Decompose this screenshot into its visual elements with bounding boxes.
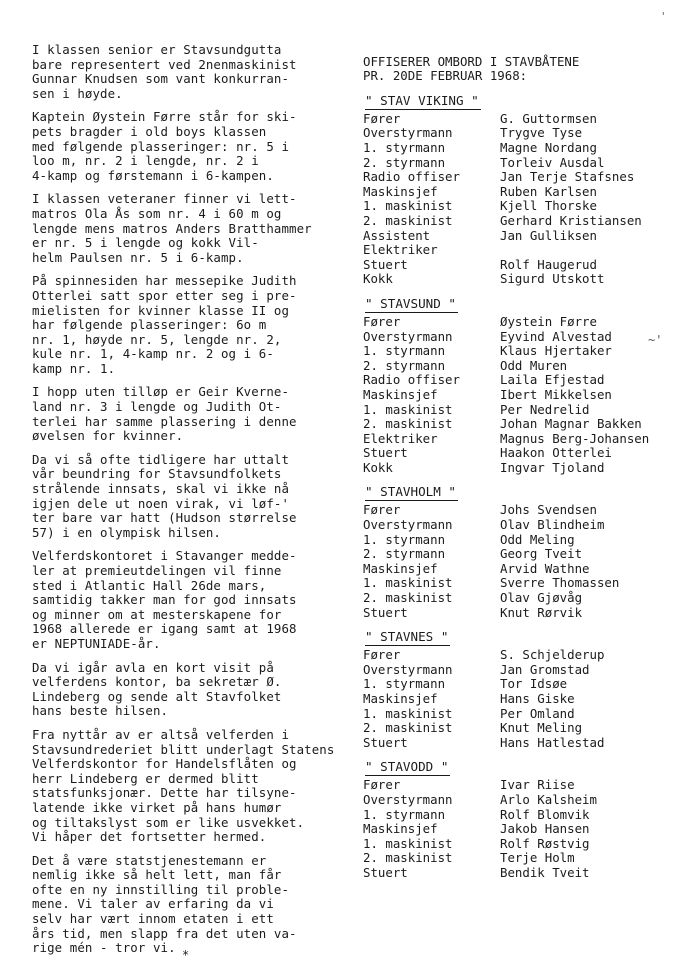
crew-row bbox=[363, 272, 693, 287]
text-line: rige mén - tror vi. bbox=[32, 940, 176, 956]
crew-row bbox=[363, 663, 693, 678]
text-line: Da vi så ofte tidligere har uttalt bbox=[32, 451, 290, 467]
text-line: samtidig takker man for god innsats bbox=[32, 592, 297, 608]
article-paragraph bbox=[32, 854, 350, 956]
crew-name: Jan Terje Stafsnes bbox=[500, 169, 635, 185]
article-paragraph bbox=[32, 43, 350, 101]
text-line: igjen dele ut noen virak, vi løf-' bbox=[32, 495, 290, 511]
crew-role: 1. maskinist bbox=[363, 575, 453, 591]
text-line: nr. 1, høyde nr. 5, lengde nr. 2, bbox=[32, 331, 282, 347]
text-line: I klassen senior er Stavsundgutta bbox=[32, 42, 282, 57]
crew-row bbox=[363, 359, 693, 374]
crew-role: Elektriker bbox=[363, 430, 438, 446]
text-line: års tid, men slapp fra det uten va- bbox=[32, 925, 297, 941]
text-line: latende ikke virket på hans humør bbox=[32, 799, 282, 815]
ship-name bbox=[365, 484, 693, 499]
ship-section bbox=[363, 484, 693, 620]
text-line: ofte en ny innstilling til proble- bbox=[32, 881, 290, 897]
text-line: bare representert ved 2nenmaskinist bbox=[32, 56, 297, 72]
crew-name: Johan Magnar Bakken bbox=[500, 416, 642, 432]
article-paragraph bbox=[32, 549, 350, 651]
stray-mark: ~' bbox=[648, 333, 663, 347]
text-line: og minner om at mesterskapene for bbox=[32, 606, 282, 622]
crew-row bbox=[363, 547, 693, 562]
crew-row bbox=[363, 562, 693, 577]
crew-name: Jan Gromstad bbox=[500, 661, 590, 677]
text-line: land nr. 3 i lengde og Judith Ot- bbox=[32, 399, 282, 415]
article-paragraph bbox=[32, 661, 350, 719]
crew-name: Terje Holm bbox=[500, 850, 575, 866]
crew-role: 2. styrmann bbox=[363, 154, 446, 170]
crew-row bbox=[363, 373, 693, 388]
text-line: vår beundring for Stavsundfolkets bbox=[32, 466, 282, 482]
crew-role: Stuert bbox=[363, 256, 408, 272]
text-line: sted i Atlantic Hall 26de mars, bbox=[32, 577, 267, 593]
crew-role: 1. maskinist bbox=[363, 705, 453, 721]
text-line: Velferdskontor for Handelsflåten og bbox=[32, 756, 297, 772]
ship-section bbox=[363, 93, 693, 287]
crew-row bbox=[363, 446, 693, 461]
crew-role: Overstyrmann bbox=[363, 791, 453, 807]
crew-role: 2. maskinist bbox=[363, 416, 453, 432]
text-line: strålende innsats, skal vi ikke nå bbox=[32, 481, 290, 497]
corner-mark: ' bbox=[660, 10, 667, 23]
ship-section bbox=[363, 629, 693, 750]
crew-role: 2. styrmann bbox=[363, 546, 446, 562]
crew-name: Per Omland bbox=[500, 705, 575, 721]
crew-name: Georg Tveit bbox=[500, 546, 583, 562]
crew-name: Klaus Hjertaker bbox=[500, 343, 612, 359]
crew-role: Overstyrmann bbox=[363, 517, 453, 533]
crew-role: 2. maskinist bbox=[363, 720, 453, 736]
text-line: pets bragder i old boys klassen bbox=[32, 123, 267, 139]
crew-role: 1. maskinist bbox=[363, 835, 453, 851]
crew-role: Stuert bbox=[363, 864, 408, 880]
crew-role: Radio offiser bbox=[363, 169, 460, 185]
text-line: mielisten for kvinner klasse II og bbox=[32, 302, 290, 318]
crew-name: Hans Giske bbox=[500, 691, 575, 706]
crew-name: Arvid Wathne bbox=[500, 560, 590, 576]
ship-section bbox=[363, 296, 693, 476]
text-line: Lindeberg og sende alt Stavfolket bbox=[32, 688, 282, 704]
text-line: herr Lindeberg er dermed blitt bbox=[32, 770, 259, 786]
crew-row bbox=[363, 170, 693, 185]
crew-name: Tor Idsøe bbox=[500, 676, 568, 692]
crew-row bbox=[363, 591, 693, 606]
crew-role: Kokk bbox=[363, 271, 393, 287]
article-column bbox=[32, 43, 350, 965]
crew-row bbox=[363, 214, 693, 229]
crew-row bbox=[363, 199, 693, 214]
crew-role: Overstyrmann bbox=[363, 328, 453, 344]
crew-name: Bendik Tveit bbox=[500, 864, 590, 880]
crew-row bbox=[363, 648, 693, 663]
crew-row bbox=[363, 692, 693, 707]
crew-role: Fører bbox=[363, 313, 401, 329]
crew-row bbox=[363, 126, 693, 141]
crew-name: Rolf Røstvig bbox=[500, 835, 590, 851]
ship-name-text: " STAVODD " bbox=[365, 759, 449, 775]
text-line: 4-kamp og førstemann i 6-kampen. bbox=[32, 167, 274, 183]
text-line: På spinnesiden har messepike Judith bbox=[32, 273, 297, 289]
text-line: 1968 allerede er igang samt at 1968 bbox=[32, 621, 297, 637]
crew-row bbox=[363, 866, 693, 881]
crew-row bbox=[363, 388, 693, 403]
crew-name: Ivar Riise bbox=[500, 777, 575, 793]
crew-name: Torleiv Ausdal bbox=[500, 154, 605, 170]
crew-row bbox=[363, 461, 693, 476]
text-line: har følgende plasseringer: 6o m bbox=[32, 317, 267, 333]
ship-name bbox=[365, 296, 693, 311]
article-paragraph bbox=[32, 110, 350, 183]
crew-role: 1. styrmann bbox=[363, 806, 446, 822]
crew-row bbox=[363, 851, 693, 866]
crew-role: 1. maskinist bbox=[363, 198, 453, 214]
text-line: Gunnar Knudsen som vant konkurran- bbox=[32, 71, 290, 87]
officer-list-column bbox=[363, 55, 693, 881]
ship-section bbox=[363, 759, 693, 880]
crew-row bbox=[363, 576, 693, 591]
crew-role: Maskinsjef bbox=[363, 183, 438, 199]
crew-name: Sigurd Utskott bbox=[500, 271, 605, 287]
text-line: terlei har samme plassering i denne bbox=[32, 413, 297, 429]
crew-row bbox=[363, 606, 693, 621]
crew-name: Ingvar Tjoland bbox=[500, 459, 605, 475]
article-paragraph bbox=[32, 453, 350, 541]
crew-row bbox=[363, 229, 693, 244]
crew-role: Elektriker bbox=[363, 242, 438, 258]
crew-row bbox=[363, 141, 693, 156]
crew-name: Hans Hatlestad bbox=[500, 734, 605, 750]
crew-row bbox=[363, 417, 693, 432]
crew-row bbox=[363, 185, 693, 200]
crew-role: Overstyrmann bbox=[363, 125, 453, 141]
text-line: Kaptein Øystein Førre står for ski- bbox=[32, 109, 297, 125]
crew-row bbox=[363, 837, 693, 852]
crew-name: Olav Gjøvåg bbox=[500, 590, 583, 606]
text-line: øvelsen for kvinner. bbox=[32, 428, 184, 444]
text-line: Vi håper det fortsetter hermed. bbox=[32, 829, 267, 845]
ship-list bbox=[363, 93, 693, 881]
crew-row bbox=[363, 822, 693, 837]
crew-role: 1. styrmann bbox=[363, 531, 446, 547]
text-line: og tiltakslyst som er like usvekket. bbox=[32, 814, 305, 830]
ship-name-text: " STAVNES " bbox=[365, 629, 449, 645]
crew-name: Jakob Hansen bbox=[500, 821, 590, 837]
crew-role: 1. styrmann bbox=[363, 676, 446, 692]
crew-role: Stuert bbox=[363, 604, 408, 620]
crew-name: Knut Rørvik bbox=[500, 604, 583, 620]
crew-row bbox=[363, 518, 693, 533]
article-paragraph bbox=[32, 274, 350, 376]
text-line: nemlig ikke så helt lett, man får bbox=[32, 867, 282, 883]
text-line: I klassen veteraner finner vi lett- bbox=[32, 191, 297, 207]
crew-role: 2. maskinist bbox=[363, 850, 453, 866]
text-line: er nr. 5 i lengde og kokk Vil- bbox=[32, 235, 259, 251]
crew-name: Kjell Thorske bbox=[500, 198, 597, 214]
crew-role: Fører bbox=[363, 777, 401, 793]
text-line: ter bare var hatt (Hudson størrelse bbox=[32, 510, 297, 526]
crew-name: Per Nedrelid bbox=[500, 401, 590, 417]
text-line: hans beste hilsen. bbox=[32, 703, 169, 719]
page-mark: * bbox=[182, 948, 190, 962]
crew-name: Rolf Haugerud bbox=[500, 256, 597, 272]
text-line: statsfunksjonær. Dette har tilsyne- bbox=[32, 785, 297, 801]
crew-role: Overstyrmann bbox=[363, 661, 453, 677]
crew-name: Ibert Mikkelsen bbox=[500, 386, 612, 402]
crew-role: 1. maskinist bbox=[363, 401, 453, 417]
ship-name-text: " STAVSUND " bbox=[365, 295, 456, 311]
crew-name: Odd Muren bbox=[500, 357, 568, 373]
crew-name: G. Guttormsen bbox=[500, 110, 597, 126]
text-line: I hopp uten tilløp er Geir Kverne- bbox=[32, 384, 290, 400]
crew-role: 1. styrmann bbox=[363, 140, 446, 155]
crew-row bbox=[363, 258, 693, 273]
heading-line: PR. 20DE FEBRUAR 1968: bbox=[363, 68, 528, 84]
text-line: lengde mens matros Anders Bratthammer bbox=[32, 220, 312, 236]
text-line: mene. Vi taler av erfaring da vi bbox=[32, 896, 274, 912]
crew-row bbox=[363, 156, 693, 171]
text-line: sen i høyde. bbox=[32, 85, 123, 101]
ship-name bbox=[365, 759, 693, 774]
crew-name: Trygve Tyse bbox=[500, 125, 583, 141]
crew-name: Magnus Berg-Johansen bbox=[500, 430, 650, 446]
crew-role: Maskinsjef bbox=[363, 821, 438, 837]
crew-name bbox=[500, 243, 693, 258]
text-line: med følgende plasseringer: nr. 5 i bbox=[32, 138, 290, 154]
crew-name: Jan Gulliksen bbox=[500, 227, 597, 243]
crew-name: Eyvind Alvestad bbox=[500, 328, 612, 344]
article-paragraph bbox=[32, 385, 350, 443]
crew-row bbox=[363, 808, 693, 823]
text-line: Det å være statstjenestemann er bbox=[32, 852, 267, 868]
crew-row bbox=[363, 707, 693, 722]
crew-name: Magne Nordang bbox=[500, 140, 597, 155]
crew-row bbox=[363, 243, 693, 258]
crew-name: Sverre Thomassen bbox=[500, 575, 620, 591]
crew-role: Maskinsjef bbox=[363, 691, 438, 706]
text-line: helm Paulsen nr. 5 i 6-kamp. bbox=[32, 249, 244, 265]
crew-role: Stuert bbox=[363, 445, 408, 461]
article-paragraph bbox=[32, 728, 350, 845]
crew-row bbox=[363, 344, 693, 359]
text-line: er NEPTUNIADE-år. bbox=[32, 635, 161, 651]
crew-row bbox=[363, 403, 693, 418]
text-line: loo m, nr. 2 i lengde, nr. 2 i bbox=[32, 153, 259, 169]
text-line: Da vi igår avla en kort visit på bbox=[32, 659, 274, 675]
crew-name: Rolf Blomvik bbox=[500, 806, 590, 822]
crew-name: Gerhard Kristiansen bbox=[500, 212, 642, 228]
crew-row bbox=[363, 315, 693, 330]
crew-row bbox=[363, 112, 693, 127]
crew-role: Fører bbox=[363, 502, 401, 518]
ship-name-text: " STAV VIKING " bbox=[365, 92, 479, 108]
crew-row bbox=[363, 503, 693, 518]
text-line: Otterlei satt spor etter seg i pre- bbox=[32, 287, 297, 303]
text-line: kamp nr. 1. bbox=[32, 360, 116, 376]
crew-name: S. Schjelderup bbox=[500, 647, 605, 663]
text-line: 57) i en olympisk hilsen. bbox=[32, 524, 221, 540]
crew-role: Radio offiser bbox=[363, 372, 460, 388]
heading-line: OFFISERER OMBORD I STAVBÅTENE bbox=[363, 54, 580, 69]
crew-row bbox=[363, 793, 693, 808]
crew-row bbox=[363, 721, 693, 736]
crew-name: Johs Svendsen bbox=[500, 502, 597, 518]
crew-role: Assistent bbox=[363, 227, 431, 243]
crew-role: 1. styrmann bbox=[363, 343, 446, 359]
crew-name: Ruben Karlsen bbox=[500, 183, 597, 199]
crew-row bbox=[363, 677, 693, 692]
crew-row bbox=[363, 778, 693, 793]
text-line: Fra nyttår av er altså velferden i bbox=[32, 726, 290, 742]
crew-role: 2. styrmann bbox=[363, 357, 446, 373]
article-paragraph bbox=[32, 192, 350, 265]
crew-row bbox=[363, 432, 693, 447]
text-line: Velferdskontoret i Stavanger medde- bbox=[32, 548, 297, 564]
text-line: matros Ola Ås som nr. 4 i 60 m og bbox=[32, 205, 282, 221]
crew-role: Fører bbox=[363, 110, 401, 126]
text-line: Stavsundrederiet blitt underlagt Statens bbox=[32, 741, 335, 757]
crew-name: Øystein Førre bbox=[500, 313, 597, 329]
ship-name-text: " STAVHOLM " bbox=[365, 484, 456, 500]
text-line: ler at premieutdelingen vil finne bbox=[32, 563, 282, 578]
crew-name: Haakon Otterlei bbox=[500, 445, 612, 461]
crew-role: 2. maskinist bbox=[363, 212, 453, 228]
crew-role: Stuert bbox=[363, 734, 408, 750]
text-line: velferdens kontor, ba sekretær Ø. bbox=[32, 674, 282, 690]
crew-name: Knut Meling bbox=[500, 720, 583, 736]
crew-row bbox=[363, 533, 693, 548]
text-line: selv har vært innom etaten i ett bbox=[32, 911, 274, 927]
crew-name: Odd Meling bbox=[500, 531, 575, 547]
crew-name: Laila Efjestad bbox=[500, 372, 605, 388]
crew-role: Kokk bbox=[363, 459, 393, 475]
ship-name bbox=[365, 93, 693, 108]
ship-name bbox=[365, 629, 693, 644]
crew-role: 2. maskinist bbox=[363, 590, 453, 606]
officer-list-heading bbox=[363, 55, 693, 84]
crew-row bbox=[363, 736, 693, 751]
crew-role: Fører bbox=[363, 647, 401, 663]
text-line: kule nr. 1, 4-kamp nr. 2 og i 6- bbox=[32, 346, 274, 362]
crew-role: Maskinsjef bbox=[363, 386, 438, 402]
crew-row bbox=[363, 330, 693, 345]
crew-name: Arlo Kalsheim bbox=[500, 791, 597, 807]
crew-role: Maskinsjef bbox=[363, 560, 438, 576]
crew-name: Olav Blindheim bbox=[500, 517, 605, 533]
